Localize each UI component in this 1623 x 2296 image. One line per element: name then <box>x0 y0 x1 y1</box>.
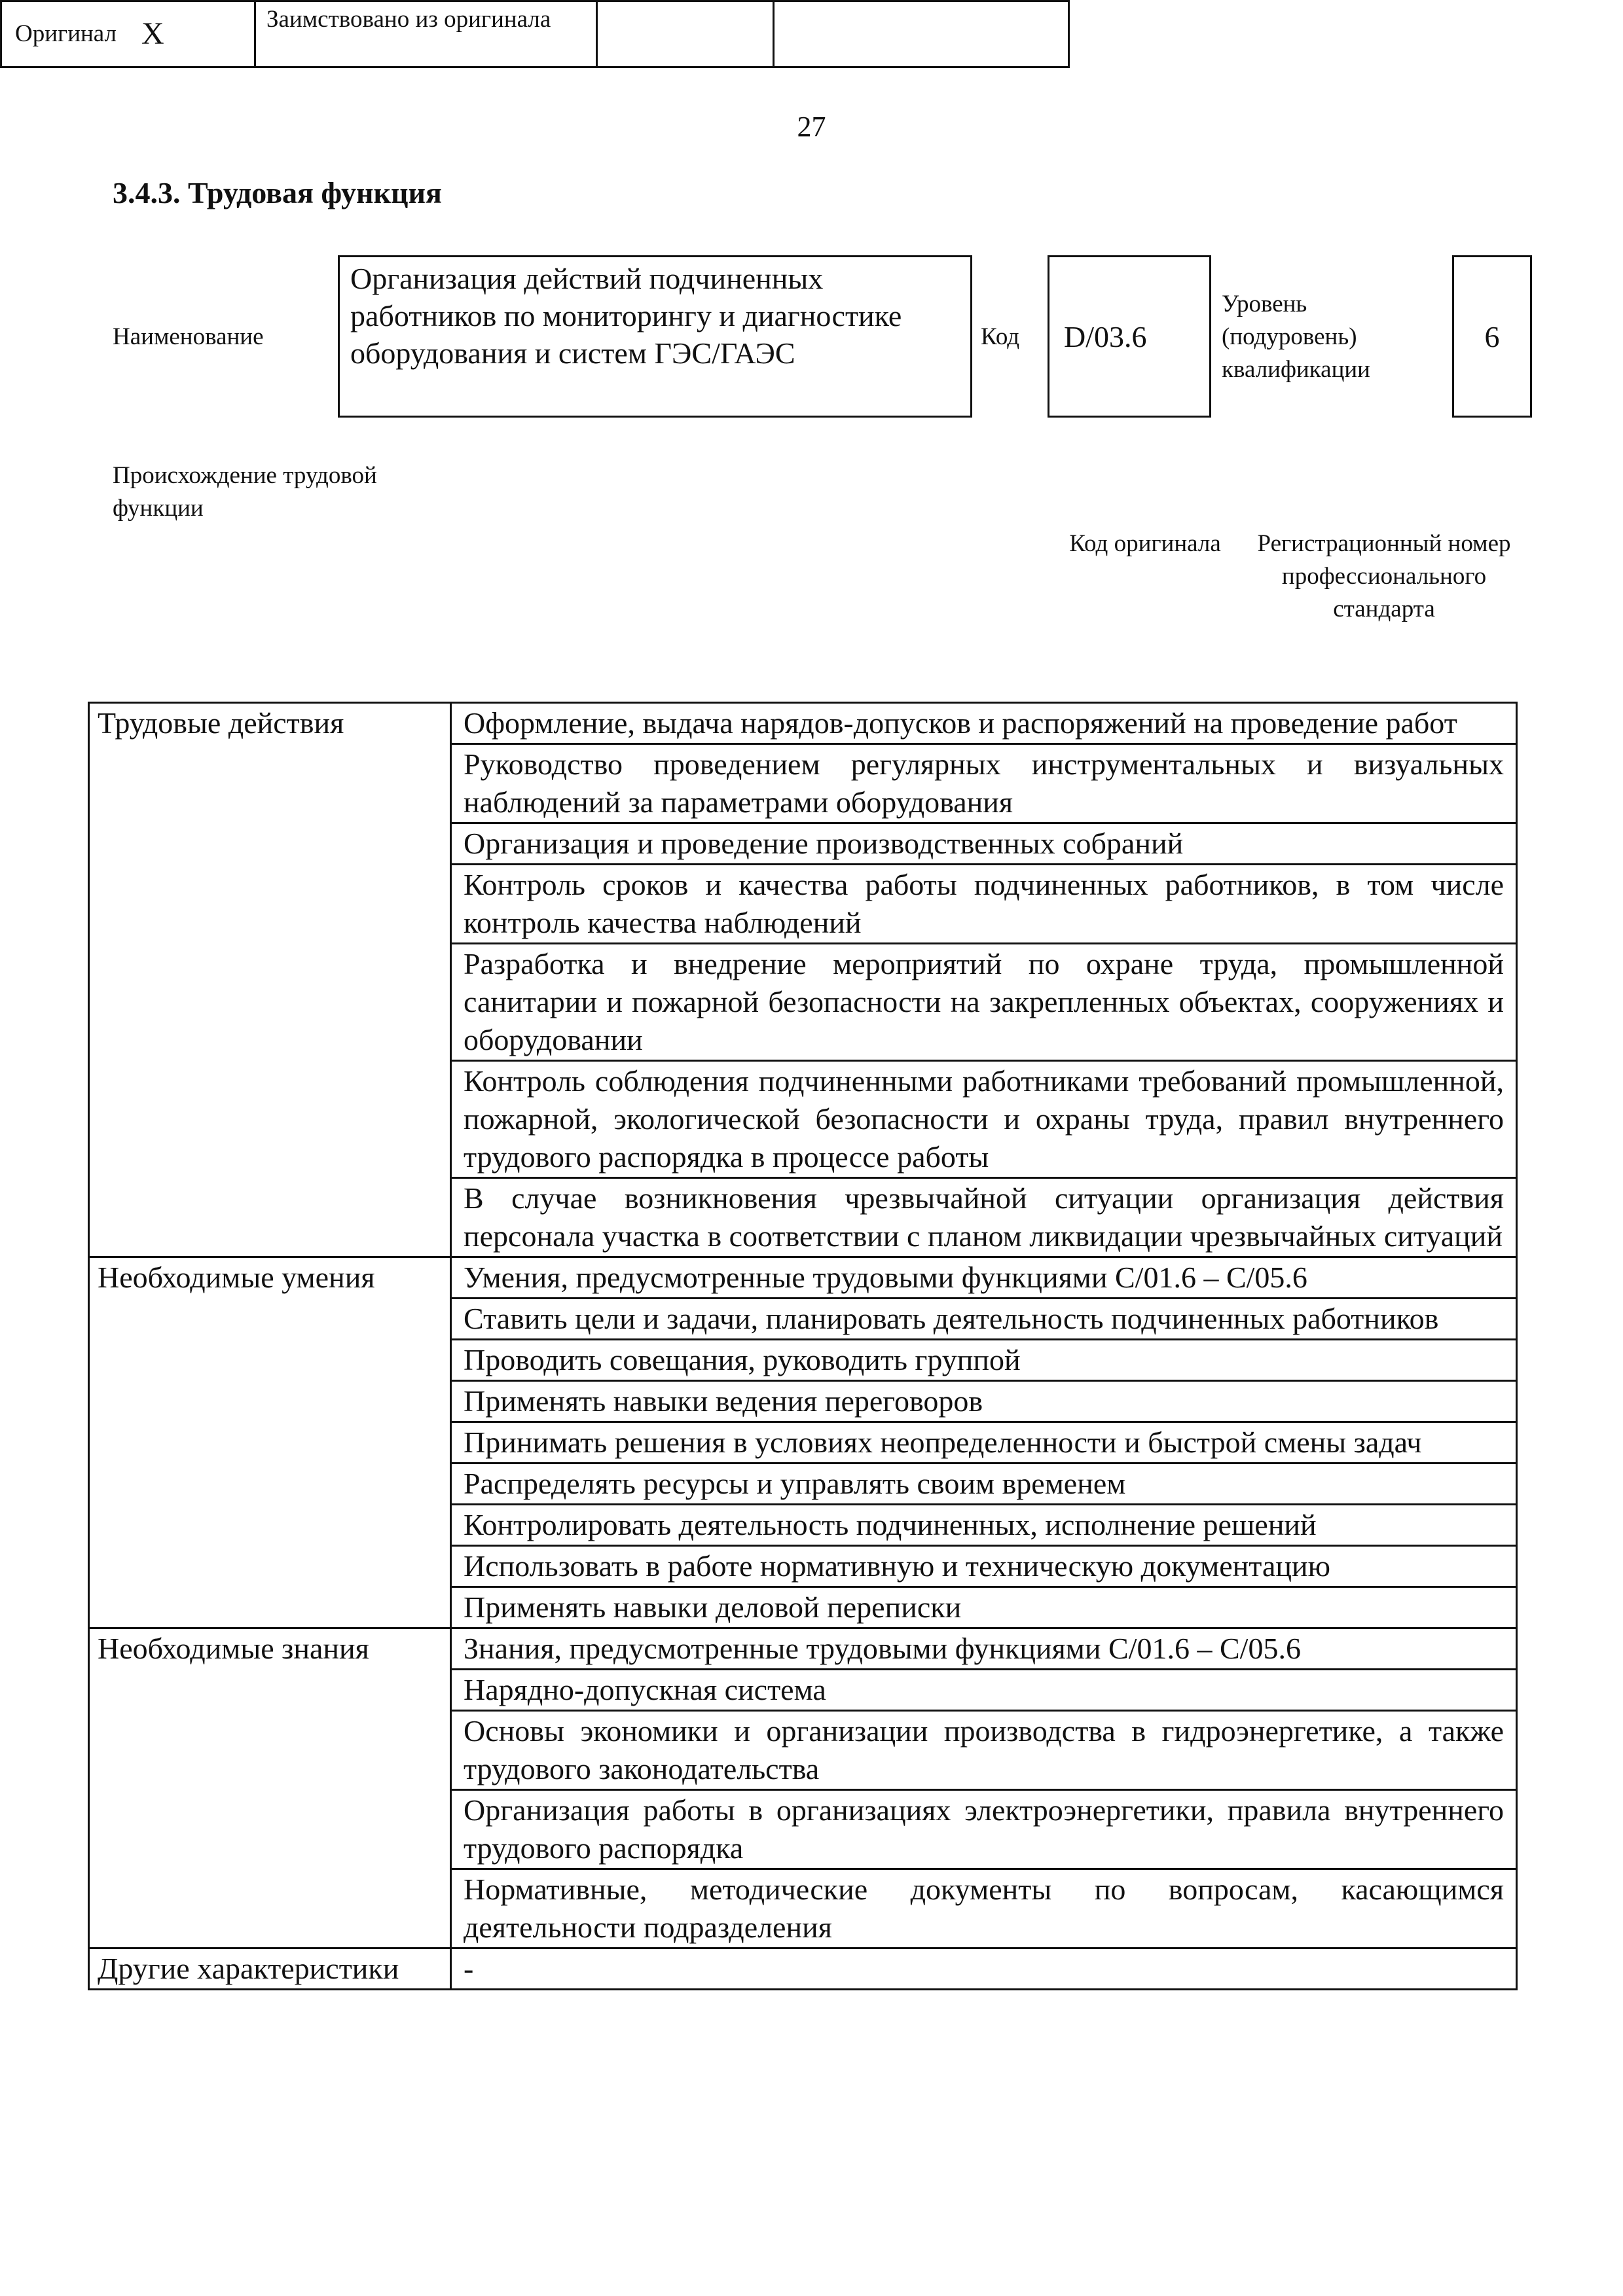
level-label: Уровень (подуровень) квалификации <box>1222 291 1370 383</box>
original-label: Оригинал <box>15 20 117 47</box>
level-value: 6 <box>1484 319 1500 353</box>
original-mark: X <box>141 16 164 51</box>
required-knowledge: Нарядно-допускная система <box>451 1670 1517 1711</box>
table-row <box>89 703 1517 744</box>
code-original-caption: Код оригинала <box>1069 530 1221 557</box>
code-value: D/03.6 <box>1064 319 1147 353</box>
table-row <box>89 1628 1517 1670</box>
required-skill: Применять навыки ведения переговоров <box>451 1381 1517 1422</box>
origin-row <box>0 0 1070 68</box>
function-name-box <box>338 255 972 418</box>
required-skill: Использовать в работе нормативную и техническую документацию <box>451 1546 1517 1587</box>
name-label: Наименование <box>113 323 264 350</box>
required-skills-label: Необходимые умения <box>89 1257 451 1628</box>
origin-borrowed-cell <box>256 2 598 66</box>
labor-action: В случае возникновения чрезвычайной ситуации организация действия персонала участка в соответствии с планом ликвидации чрезвычайных ситуаций <box>451 1178 1517 1257</box>
borrowed-label: Заимствовано из оригинала <box>266 6 551 33</box>
required-knowledge: Знания, предусмотренные трудовыми функциями C/01.6 – C/05.6 <box>451 1628 1517 1670</box>
page-number: 27 <box>797 111 826 143</box>
other-characteristics-label: Другие характеристики <box>89 1948 451 1990</box>
required-knowledge: Основы экономики и организации производства в гидроэнергетике, а также трудового законодательства <box>451 1711 1517 1790</box>
labor-action: Организация и проведение производственных собраний <box>451 823 1517 865</box>
required-skill: Принимать решения в условиях неопределенности и быстрой смены задач <box>451 1422 1517 1463</box>
required-skill: Контролировать деятельность подчиненных, исполнение решений <box>451 1505 1517 1546</box>
required-skill: Умения, предусмотренные трудовыми функциями C/01.6 – C/05.6 <box>451 1257 1517 1299</box>
level-box <box>1452 255 1532 418</box>
required-skill: Применять навыки деловой переписки <box>451 1587 1517 1628</box>
section-title: 3.4.3. Трудовая функция <box>113 176 442 209</box>
required-skill: Ставить цели и задачи, планировать деятельность подчиненных работников <box>451 1299 1517 1340</box>
labor-action: Контроль сроков и качества работы подчиненных работников, в том числе контроль качества наблюдений <box>451 865 1517 944</box>
origin-label: Происхождение трудовой функции <box>113 462 377 522</box>
required-skill: Проводить совещания, руководить группой <box>451 1340 1517 1381</box>
origin-original-cell <box>2 2 256 66</box>
labor-action: Оформление, выдача нарядов-допусков и распоряжений на проведение работ <box>451 703 1517 744</box>
required-knowledge: Организация работы в организациях электроэнергетики, правила внутреннего трудового распорядка <box>451 1790 1517 1869</box>
labor-action: Руководство проведением регулярных инструментальных и визуальных наблюдений за параметрами оборудования <box>451 744 1517 823</box>
required-skill: Распределять ресурсы и управлять своим временем <box>451 1463 1517 1505</box>
labor-action: Разработка и внедрение мероприятий по охране труда, промышленной санитарии и пожарной безопасности на закрепленных объектах, сооружениях и оборудовании <box>451 944 1517 1061</box>
code-box <box>1048 255 1211 418</box>
table-row <box>89 1948 1517 1990</box>
origin-reg-cell <box>775 2 1068 66</box>
labor-action: Контроль соблюдения подчиненными работниками требований промышленной, пожарной, экологической безопасности и охраны труда, правил внутреннего трудового распорядка в процессе работы <box>451 1061 1517 1178</box>
function-name: Организация действий подчиненных работников по мониторингу и диагностике оборудования и систем ГЭС/ГАЭС <box>350 262 902 370</box>
required-knowledges-label: Необходимые знания <box>89 1628 451 1948</box>
origin-code-cell <box>598 2 775 66</box>
labor-actions-label: Трудовые действия <box>89 703 451 1257</box>
code-label: Код <box>981 323 1020 350</box>
other-characteristics-value: - <box>451 1948 1517 1990</box>
function-table <box>88 702 1518 1990</box>
table-row <box>89 1257 1517 1299</box>
required-knowledge: Нормативные, методические документы по вопросам, касающимся деятельности подразделения <box>451 1869 1517 1948</box>
reg-number-caption: Регистрационный номер профессионального стандарта <box>1257 530 1511 622</box>
